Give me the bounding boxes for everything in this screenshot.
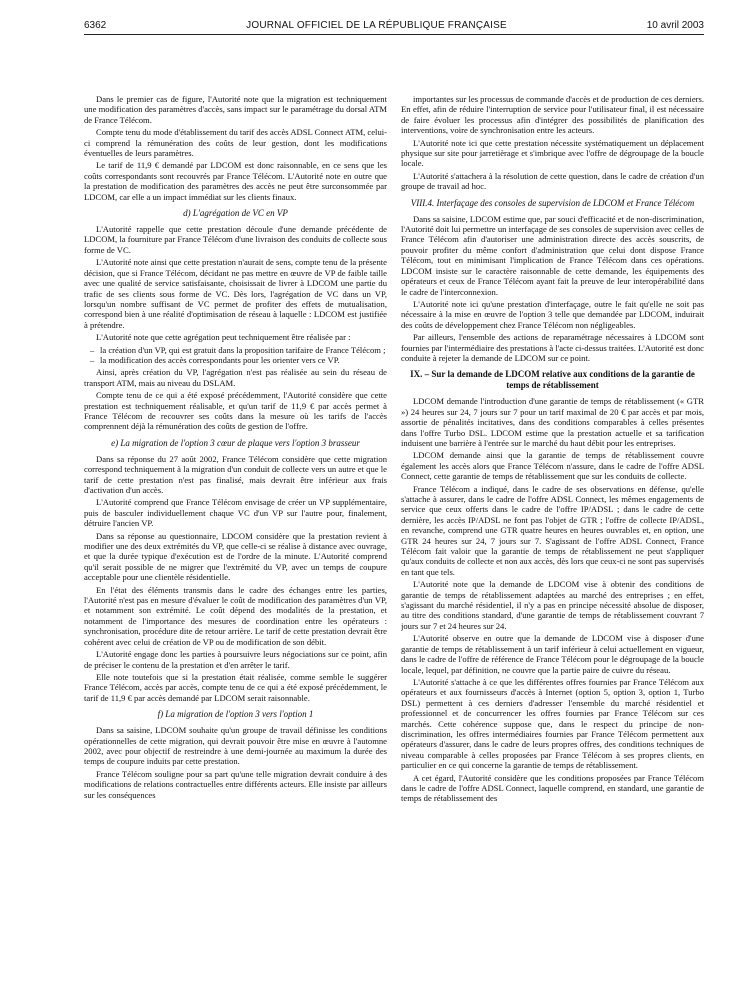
- paragraph: L'Autorité observe en outre que la demande de LDCOM vise à disposer d'une garantie de temps de rétablissement à un tarif inférieur à celui actuellement en vigueur, dans le cadre de l'offre de référence de France Télécom pour le dégroupage de la boucle locale, lequel, par définition, ne couvre que la partie paire de cuivre du réseau.: [401, 633, 704, 675]
- paragraph: L'Autorité s'attachera à la résolution de cette question, dans le cadre de création d'un groupe de travail ad hoc.: [401, 170, 704, 192]
- paragraph: L'Autorité note que la demande de LDCOM vise à obtenir des conditions de garantie de temps de rétablissement adaptées au marché des entreprises ; en effet, s'agissant du marché résidentiel, il n'y a pas en principe nécessité absolue de disposer, au titre des conditions standard, d'une garantie de temps de rétablissement couvrant 7 jours sur 7 et 24 heures sur 24.: [401, 579, 704, 631]
- paragraph: Elle note toutefois que si la prestation était réalisée, comme semble le suggérer France Télécom, accès par accès, compte tenu de ce qui a été exposé précédemment, le tarif de 11,9 € par accès demandé par LDCOM serait raisonnable.: [84, 671, 387, 703]
- paragraph: Dans sa réponse du 27 août 2002, France Télécom considère que cette migration correspond techniquement à la migration d'un conduit de collecte vers un autre et que le tarif de cette prestation n'est pas finalisé, mais devrait être inférieur aux frais d'activation d'un accès.: [84, 453, 387, 495]
- paragraph: En l'état des éléments transmis dans le cadre des échanges entre les parties, l'Autorité n'est pas en mesure d'évaluer le coût de modification des paramètres d'un VP, et notamment son extrémité. Le coût dépend des modalités de la prestation, et notamment de l'importance des mesures de coordination entre les opérateurs : synchronisation, procédure dite de retour arrière. Le tarif de cette prestation devrait être cohérent avec celui de création de VP ou de modification de son débit.: [84, 584, 387, 647]
- paragraph: L'Autorité note ainsi que cette prestation n'aurait de sens, compte tenu de la présente décision, que si France Télécom, décidant ne pas mettre en œuvre de VP de faible taille avec une qualité de service satisfaisante, choisissait de livrer à LDCOM une partie du trafic de ses clients sous forme de VC. Dès lors, l'agrégation de VC dans un VP, lorsqu'un nombre suffisant de VC permet de profiter des effets de mutualisation, correspond bien à une réalité d'optimisation de réseau à laquelle : LDCOM est justifiée à prétendre.: [84, 257, 387, 330]
- paragraph: A cet égard, l'Autorité considère que les conditions proposées par France Télécom dans le cadre de l'offre ADSL Connect, laquelle comprend, en standard, une garantie de temps de rétablissement des: [401, 772, 704, 804]
- paragraph: L'Autorité rappelle que cette prestation découle d'une demande précédente de LDCOM, la fourniture par France Télécom d'une livraison des conduits de collecte sous forme de VC.: [84, 224, 387, 255]
- paragraph: Dans sa saisine, LDCOM souhaite qu'un groupe de travail définisse les conditions opérationnelles de cette migration, qui devrait pouvoir être mise en œuvre à l'automne 2002, avec pour objectif de restreindre à une demi-journée au maximum la durée des temps de coupure induits par cette prestation.: [84, 725, 387, 767]
- paragraph: L'Autorité s'attache à ce que les différentes offres fournies par France Télécom aux opérateurs et aux fournisseurs d'accès à Internet (option 5, option 3, option 1, Turbo DSL) permettent à ces derniers d'adresser l'ensemble du marché résidentiel et professionnel et de concurrencer les offres fournies par France Télécom sur ces marchés. Cette cohérence suppose que, dans le respect du principe de non-discrimination, les offres intermédiaires fournies par France Télécom permettent aux opérateurs d'assurer, dans le cadre de leurs propres offres, des conditions techniques de niveau comparable à celles proposées par France Télécom à ses propres clients, en particulier en ce qui concerne la garantie de temps de rétablissement.: [401, 676, 704, 771]
- journal-title: JOURNAL OFFICIEL DE LA RÉPUBLIQUE FRANÇAISE: [246, 20, 507, 31]
- paragraph: France Télécom a indiqué, dans le cadre de ses observations en défense, qu'elle s'attache à assurer, dans le cadre de l'offre ADSL Connect, les mêmes engagements de service que ceux offerts dans le cadre de l'offre IP/ADSL ; dans le cadre de cette dernière, les accès IP/ADSL ne font pas l'objet de GTR ; l'offre de collecte IP/ADSL, en revanche, comprend une GTR quatre heures en heures ouvrables et, en option, une GTR 24 heures sur 24, 7 jours sur 7. S'agissant de l'offre ADSL Connect, France Télécom fait valoir que la garantie de temps de rétablissement ne peut s'appliquer qu'aux conduits de collecte et non aux accès, dès lors que ceux-ci ne sont pas supervisés en tant que tels.: [401, 483, 704, 577]
- section-heading-e: e) La migration de l'option 3 cœur de plaque vers l'option 3 brasseur: [111, 437, 360, 448]
- section-heading-ix: IX. – Sur la demande de LDCOM relative aux conditions de la garantie de temps de rétablissement: [410, 369, 695, 391]
- issue-date: 10 avril 2003: [646, 20, 704, 31]
- paragraph: Ainsi, après création du VP, l'agrégation n'est pas réalisée au sein du réseau de transport ATM, mais au niveau du DSLAM.: [84, 367, 387, 388]
- paragraph: L'Autorité note que cette agrégation peut techniquement être réalisée par :: [96, 332, 351, 343]
- paragraph: France Télécom souligne pour sa part qu'une telle migration devrait conduire à des modifications de relations contractuelles entre différents acteurs. Elle insiste par ailleurs sur les conséquences: [84, 768, 387, 800]
- bullet-list: [84, 345, 387, 366]
- paragraph: Dans sa saisine, LDCOM estime que, par souci d'efficacité et de non-discrimination, l'Autorité doit lui permettre un interfaçage de ses consoles de supervision avec celles de France Télécom afin d'autoriser une administration directe des accès souscrits, de pouvoir profiter du même confort d'administration que celui dont dispose France Télécom, tout en minimisant l'implication de France Télécom dans ces opérations. LDCOM insiste sur le caractère raisonnable de cette demande, les équipements des opérateurs et ceux de France Télécom ayant fait la preuve de leur interopérabilité dans le cadre de l'interconnexion.: [401, 213, 704, 297]
- left-column: [84, 94, 387, 980]
- page-number: 6362: [84, 20, 107, 31]
- list-item: – la création d'un VP, qui est gratuit dans la proposition tarifaire de France Télécom ;: [100, 345, 387, 355]
- paragraph: Par ailleurs, l'ensemble des actions de reparamétrage nécessaires à LDCOM sont fournies par l'intermédiaire des prestations à l'acte ci-dessus traitées. L'Autorité est donc conduite à rejeter la demande de LDCOM sur ce point.: [401, 332, 704, 363]
- list-item: – la modification des accès correspondants pour les orienter vers ce VP.: [100, 355, 387, 365]
- paragraph: L'Autorité engage donc les parties à poursuivre leurs négociations sur ce point, afin de préciser le contenu de la prestation et d'en arrêter le tarif.: [84, 649, 387, 670]
- text-columns: [84, 94, 704, 980]
- paragraph: L'Autorité note ici qu'une prestation d'interfaçage, outre le fait qu'elle ne soit pas nécessaire à la mise en œuvre de l'option 3 telle que demandée par LDCOM, induirait des coûts de développement chez France Télécom non négligeables.: [401, 298, 704, 330]
- paragraph: Dans le premier cas de figure, l'Autorité note que la migration est techniquement une modification des paramètres d'accès, sans impact sur le paramétrage du dorsal ATM de France Télécom.: [84, 94, 387, 125]
- paragraph: LDCOM demande l'introduction d'une garantie de temps de rétablissement (« GTR ») 24 heures sur 24, 7 jours sur 7 pour un tarif maximal de 20 € par accès et par mois, assortie de pénalités incitatives, dans des conditions comparables à celles présentes dans l'offre Turbo DSL. LDCOM estime que la prestation actuelle et sa tarification induisent une barrière à l'entrée sur le marché du haut débit pour les entreprises.: [401, 396, 704, 448]
- paragraph: LDCOM demande ainsi que la garantie de temps de rétablissement couvre également les accès alors que France Télécom n'assure, dans le cadre de l'offre ADSL Connect, cette garantie de temps de rétablissement que sur les conduits de collecte.: [401, 450, 704, 482]
- section-heading-viii-4: VIII.4. Interfaçage des consoles de supervision de LDCOM et France Télécom: [410, 197, 695, 208]
- section-heading-f: f) La migration de l'option 3 vers l'option 1: [157, 709, 314, 720]
- paragraph: importantes sur les processus de commande d'accès et de production de ces derniers. En effet, afin de réduire l'interruption de service pour l'utilisateur final, il est nécessaire de faire évoluer les processus afin d'intégrer des possibilités de planification des interventions, voire de synchronisation entre les acteurs.: [401, 94, 704, 136]
- paragraph: L'Autorité note ici que cette prestation nécessite systématiquement un déplacement physique sur site pour jarretièrage et s'imbrique avec l'offre de dégroupage de la boucle locale.: [401, 137, 704, 169]
- paragraph: L'Autorité comprend que France Télécom envisage de créer un VP supplémentaire, puis de basculer individuellement chaque VC d'un VP sur l'autre pour, finalement, détruire l'ancien VP.: [84, 497, 387, 529]
- page-header: [84, 20, 704, 35]
- paragraph: Compte tenu de ce qui a été exposé précédemment, l'Autorité considère que cette prestation est techniquement réalisable, et qu'un tarif de 11,9 € par accès permet à France Télécom de recouvrer ses coûts dans la mesure où les tarifs de l'accès comprennent déjà la rémunération des coûts de gestion de l'offre.: [84, 390, 387, 432]
- paragraph: Le tarif de 11,9 € demandé par LDCOM est donc raisonnable, en ce sens que les coûts correspondants sont recouvrés par France Télécom. L'Autorité note en outre que la prestation de modification des paramètres des accès ne peut être surconsommée par LDCOM, car elle a un impact immédiat sur les clients finaux.: [84, 160, 387, 202]
- paragraph: Dans sa réponse au questionnaire, LDCOM considère que la prestation revient à modifier une des deux extrémités du VP, que celle-ci se réalise à distance avec ouvrage, et que la durée typique d'exécution est de l'ordre de la minute. L'Autorité comprend qu'il serait possible de ne migrer que l'extrémité du VP, avec un temps de coupure acceptable pour une clientèle résidentielle.: [84, 530, 387, 583]
- paragraph: Compte tenu du mode d'établissement du tarif des accès ADSL Connect ATM, celui-ci comprend la rémunération des coûts de leur gestion, dont les modifications éventuelles de leurs paramètres.: [84, 127, 387, 159]
- right-column: [401, 94, 704, 980]
- section-heading-d: d) L'agrégation de VC en VP: [183, 208, 288, 219]
